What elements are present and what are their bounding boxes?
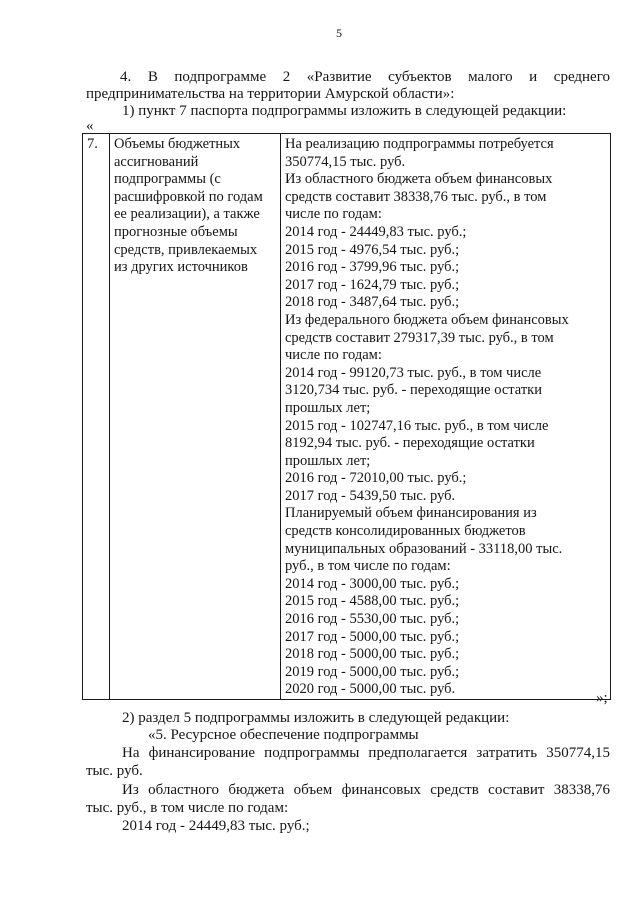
paragraph-1-line-1: На финансирование подпрограммы предполагается затратить 350774,15 bbox=[122, 745, 610, 761]
open-quote-mark: « bbox=[86, 118, 94, 134]
name-line: ее реализации), а также bbox=[114, 206, 260, 223]
text-line: 2016 год - 5530,00 тыс. руб.; bbox=[285, 611, 460, 628]
text-line: 2017 год - 5439,50 тыс. руб. bbox=[285, 487, 456, 504]
name-line: прогнозные объемы bbox=[114, 223, 238, 240]
close-quote-mark: »; bbox=[596, 690, 608, 706]
intro-line-2: предпринимательства на территории Амурской области»: bbox=[86, 86, 455, 102]
row-name-cell bbox=[110, 134, 281, 700]
text-line: средств консолидированных бюджетов bbox=[285, 523, 526, 540]
text-line: прошлых лет; bbox=[285, 399, 371, 416]
text-line: 8192,94 тыс. руб. - переходящие остатки bbox=[285, 435, 535, 452]
text-line: средств составит 279317,39 тыс. руб., в том bbox=[285, 329, 554, 346]
text-line: На реализацию подпрограммы потребуется bbox=[285, 136, 554, 152]
paragraph-2-line-2: тыс. руб., в том числе по годам: bbox=[86, 800, 289, 816]
section5-instruction: 2) раздел 5 подпрограммы изложить в следующей редакции: bbox=[122, 710, 510, 726]
text-line: руб., в том числе по годам: bbox=[285, 558, 451, 575]
text-line: 2014 год - 99120,73 тыс. руб., в том числе bbox=[285, 364, 542, 381]
text-line: 3120,734 тыс. руб. - переходящие остатки bbox=[285, 382, 542, 399]
intro-line-1: 4. В подпрограмме 2 «Развитие субъектов малого и среднего bbox=[120, 69, 610, 85]
text-line: 2018 год - 3487,64 тыс. руб.; bbox=[285, 294, 460, 311]
text-line: прошлых лет; bbox=[285, 452, 371, 469]
text-line: 2015 год - 102747,16 тыс. руб., в том числе bbox=[285, 417, 549, 434]
name-line: из других источников bbox=[114, 259, 248, 276]
name-line: расшифровкой по годам bbox=[114, 188, 263, 205]
text-line: 2016 год - 72010,00 тыс. руб.; bbox=[285, 470, 467, 487]
table-row bbox=[83, 134, 611, 700]
intro-line-3: 1) пункт 7 паспорта подпрограммы изложить в следующей редакции: bbox=[122, 103, 567, 119]
passport-table bbox=[82, 133, 611, 700]
text-line: Планируемый объем финансирования из bbox=[285, 505, 537, 522]
text-line: 350774,15 тыс. руб. bbox=[285, 153, 406, 170]
name-line: средств, привлекаемых bbox=[114, 241, 258, 258]
row-text-cell bbox=[281, 134, 611, 700]
text-line: 2014 год - 3000,00 тыс. руб.; bbox=[285, 575, 460, 592]
text-line: средств составит 38338,76 тыс. руб., в том bbox=[285, 188, 547, 205]
text-line: числе по годам: bbox=[285, 347, 382, 364]
text-line: 2017 год - 1624,79 тыс. руб.; bbox=[285, 276, 460, 293]
text-line: 2016 год - 3799,96 тыс. руб.; bbox=[285, 259, 460, 276]
row-number: 7. bbox=[83, 134, 110, 700]
name-line: Объемы бюджетных bbox=[114, 136, 241, 152]
paragraph-2-line-1: Из областного бюджета объем финансовых средств составит 38338,76 bbox=[122, 782, 610, 798]
text-line: муниципальных образований - 33118,00 тыс. bbox=[285, 540, 563, 557]
text-line: 2017 год - 5000,00 тыс. руб.; bbox=[285, 628, 460, 645]
paragraph-1-line-2: тыс. руб. bbox=[86, 763, 143, 779]
name-line: подпрограммы (с bbox=[114, 171, 221, 188]
section5-heading: «5. Ресурсное обеспечение подпрограммы bbox=[148, 727, 419, 743]
text-line: 2015 год - 4588,00 тыс. руб.; bbox=[285, 593, 460, 610]
text-line: числе по годам: bbox=[285, 206, 382, 223]
name-line: ассигнований bbox=[114, 153, 199, 170]
text-line: 2015 год - 4976,54 тыс. руб.; bbox=[285, 241, 460, 258]
text-line: Из федерального бюджета объем финансовых bbox=[285, 311, 569, 328]
page-number: 5 bbox=[336, 26, 342, 40]
text-line: Из областного бюджета объем финансовых bbox=[285, 171, 553, 188]
text-line: 2019 год - 5000,00 тыс. руб.; bbox=[285, 663, 460, 680]
text-line: 2020 год - 5000,00 тыс. руб. bbox=[285, 681, 456, 698]
text-line: 2018 год - 5000,00 тыс. руб.; bbox=[285, 646, 460, 663]
text-line: 2014 год - 24449,83 тыс. руб.; bbox=[285, 223, 467, 240]
year-2014-line: 2014 год - 24449,83 тыс. руб.; bbox=[122, 818, 310, 834]
